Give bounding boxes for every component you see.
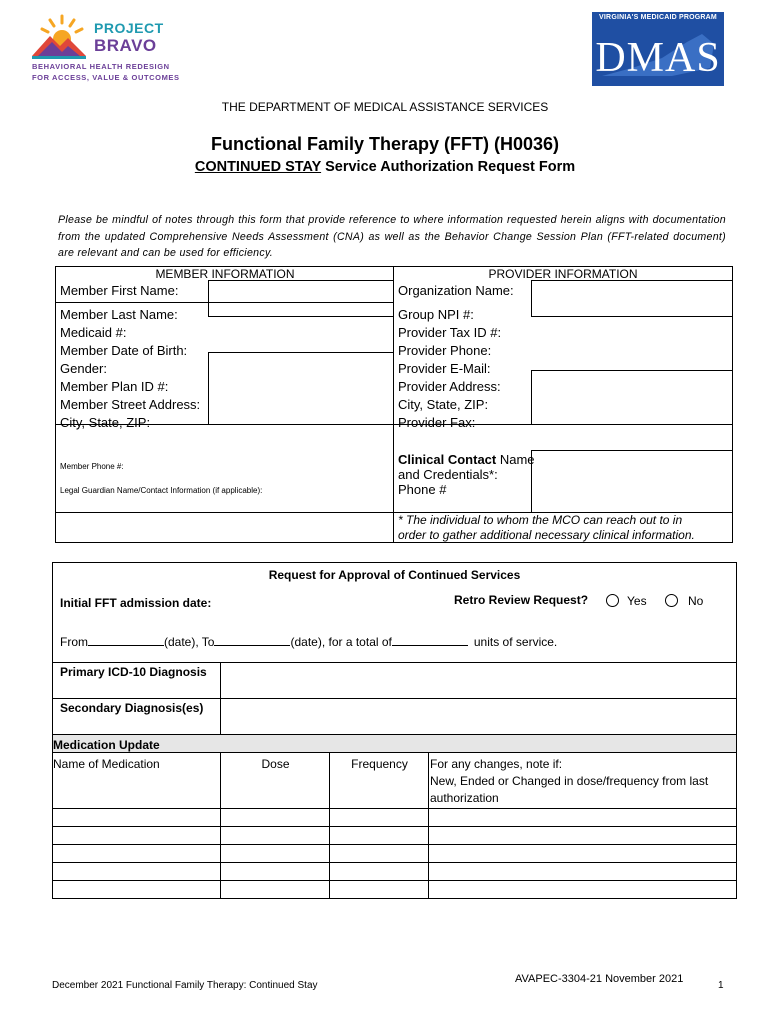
agency-heading: THE DEPARTMENT OF MEDICAL ASSISTANCE SERVICES — [221, 100, 549, 114]
med-row-1[interactable] — [53, 809, 736, 826]
med-col-note-2: New, Ended or Changed in dose/frequency from last — [430, 774, 709, 788]
form-title: Functional Family Therapy (FFT) (H0036) — [210, 134, 560, 154]
group-npi-label: Group NPI #: — [398, 307, 474, 322]
provider-address-label: Provider Address: — [398, 379, 501, 394]
secondary-dx-label: Secondary Diagnosis(es) — [60, 701, 204, 715]
subtitle-underlined: CONTINUED STAY — [194, 159, 322, 175]
med-col-dose: Dose — [261, 757, 290, 771]
dmas-name: DMAS — [595, 35, 721, 81]
secondary-dx-field[interactable] — [222, 699, 736, 734]
notice-paragraph: Please be mindful of notes through this form that provide reference to where information requested herein aligns with documentation from the updated Comprehensive Needs Assessment (CNA) as well as the Behavior Change Session Plan (FFT-related document) are relevant and can be used for efficiency. — [58, 214, 726, 259]
dmas-banner: VIRGINIA'S MEDICAID PROGRAM — [599, 14, 717, 21]
member-phone-label: Member Phone #: — [60, 462, 124, 471]
medication-header: Medication Update — [53, 738, 160, 752]
member-first-name-label: Member First Name: — [60, 283, 179, 298]
primary-dx-label: Primary ICD-10 Diagnosis — [60, 665, 207, 679]
member-info-header: MEMBER INFORMATION — [155, 267, 295, 281]
provider-phone-label: Provider Phone: — [398, 343, 492, 358]
med-row-4[interactable] — [53, 863, 736, 880]
project-bravo-logo — [30, 14, 190, 84]
member-phone-field[interactable] — [60, 426, 392, 481]
footer-left: December 2021 Functional Family Therapy: Continued Stay — [52, 980, 318, 991]
med-col-note-1: For any changes, note if: — [430, 757, 563, 771]
provider-email-label: Provider E-Mail: — [398, 361, 491, 376]
member-dob-label: Member Date of Birth: — [60, 343, 188, 358]
org-name-label: Organization Name: — [398, 283, 514, 298]
clinical-phone-label: Phone # — [398, 482, 447, 497]
units-field[interactable] — [392, 634, 468, 646]
form-subtitle — [0, 159, 770, 175]
from-date-field[interactable] — [88, 634, 164, 646]
street-address-label: Member Street Address: — [60, 397, 201, 412]
clinical-footnote-1: * The individual to whom the MCO can reach out to in — [398, 513, 683, 527]
provider-info-header: PROVIDER INFORMATION — [488, 267, 638, 281]
clinical-contact-label — [398, 452, 535, 467]
page-number: 1 — [718, 980, 724, 991]
plan-id-label: Member Plan ID #: — [60, 379, 169, 394]
bravo-tagline-1: BEHAVIORAL HEALTH REDESIGN — [32, 62, 170, 71]
med-row-2[interactable] — [53, 827, 736, 844]
units-label: units of service. — [473, 635, 558, 649]
clinical-footnote-2: order to gather additional necessary clinical information. — [398, 528, 695, 542]
primary-dx-field[interactable] — [222, 663, 736, 698]
retro-yes-label: Yes — [627, 594, 647, 608]
request-header: Request for Approval of Continued Services — [268, 568, 521, 582]
bravo-name-line2: BRAVO — [94, 36, 157, 55]
member-city-label: City, State, ZIP: — [60, 415, 151, 430]
clinical-credentials-label: and Credentials*: — [398, 467, 498, 482]
med-row-5[interactable] — [53, 881, 736, 898]
date-range-row — [60, 634, 557, 649]
admission-date-field[interactable] — [215, 592, 435, 610]
provider-contact-fields[interactable] — [533, 317, 731, 370]
gender-label: Gender: — [60, 361, 107, 376]
footer-code: AVAPEC-3304-21 November 2021 — [515, 973, 684, 985]
sun-mountain-icon — [30, 14, 86, 64]
medicaid-number-label: Medicaid #: — [60, 325, 127, 340]
med-col-note-3: authorization — [430, 791, 499, 805]
admission-date-label: Initial FFT admission date: — [60, 596, 212, 610]
clinical-contact-bold: Clinical Contact — [398, 452, 497, 467]
member-last-name-label: Member Last Name: — [60, 307, 178, 322]
provider-address-fields[interactable] — [533, 371, 731, 424]
total-label: (date), for a total of — [290, 635, 392, 649]
retro-review-label: Retro Review Request? — [454, 593, 589, 607]
clinical-contact-rest: Name — [496, 452, 535, 467]
member-first-name-field[interactable] — [209, 281, 392, 316]
bravo-tagline-2: FOR ACCESS, VALUE & OUTCOMES — [32, 73, 180, 82]
clinical-phone-field[interactable] — [533, 451, 731, 511]
clinical-contact-field[interactable] — [533, 426, 731, 449]
member-id-fields[interactable] — [209, 317, 392, 352]
retro-yes-radio[interactable] — [606, 594, 619, 607]
retro-no-label: No — [688, 594, 704, 608]
member-address-fields[interactable] — [209, 353, 392, 424]
retro-no-radio[interactable] — [665, 594, 678, 607]
dmas-logo — [592, 12, 724, 86]
org-name-field[interactable] — [533, 281, 731, 316]
provider-city-label: City, State, ZIP: — [398, 397, 489, 412]
from-label: From — [60, 635, 88, 649]
med-row-3[interactable] — [53, 845, 736, 862]
to-date-field[interactable] — [214, 634, 290, 646]
provider-fax-label: Provider Fax: — [398, 415, 476, 430]
guardian-label: Legal Guardian Name/Contact Information (if applicable): — [60, 486, 263, 495]
to-label: (date), To — [164, 635, 215, 649]
subtitle-rest: Service Authorization Request Form — [321, 159, 576, 175]
bravo-name-line1: PROJECT — [94, 20, 164, 36]
tax-id-label: Provider Tax ID #: — [398, 325, 502, 340]
med-col-name: Name of Medication — [53, 757, 160, 771]
med-col-frequency: Frequency — [351, 757, 408, 771]
